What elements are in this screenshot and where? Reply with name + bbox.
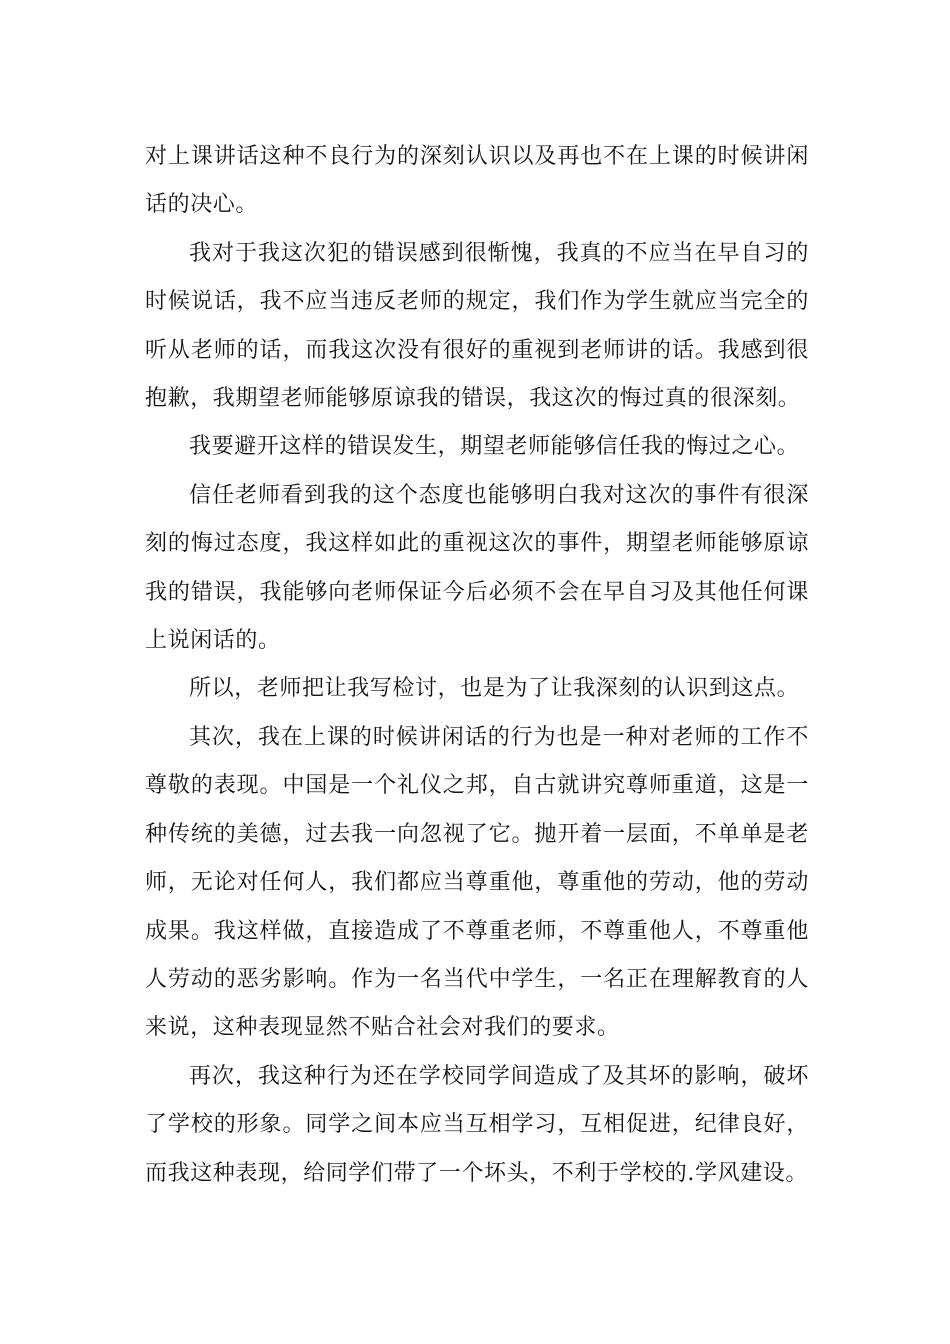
paragraph-7: 再次，我这种行为还在学校同学间造成了及其坏的影响，破坏了学校的形象。同学之间本应当互相学习，互相促进，纪律良好，而我这种表现，给同学们带了一个坏头，不利于学校的.学风建设。 bbox=[145, 1063, 809, 1186]
paragraph-6: 其次，我在上课的时候讲闲话的行为也是一种对老师的工作不尊敬的表现。中国是一个礼仪之邦，自古就讲究尊师重道，这是一种传统的美德，过去我一向忽视了它。抛开着一层面，不单单是老师，无论对任何人，我们都应当尊重他，尊重他的劳动，他的劳动成果。我这样做，直接造成了不尊重老师，不尊重他人，不尊重他人劳动的恶劣影响。作为一名当代中学生，一名正在理解教育的人来说，这种表现显然不贴合社会对我们的要求。 bbox=[145, 724, 809, 1041]
paragraph-2: 我对于我这次犯的错误感到很惭愧，我真的不应当在早自习的时候说话，我不应当违反老师的规定，我们作为学生就应当完全的听从老师的话，而我这次没有很好的重视到老师讲的话。我感到很抱歉，我期望老师能够原谅我的错误，我这次的悔过真的很深刻。 bbox=[145, 240, 809, 412]
paragraph-4: 信任老师看到我的这个态度也能够明白我对这次的事件有很深刻的悔过态度，我这样如此的重视这次的事件，期望老师能够原谅我的错误，我能够向老师保证今后必须不会在早自习及其他任何课上说闲话的。 bbox=[145, 482, 809, 654]
document-body bbox=[145, 133, 809, 1198]
paragraph-1: 对上课讲话这种不良行为的深刻认识以及再也不在上课的时候讲闲话的决心。 bbox=[145, 144, 809, 218]
paragraph-5: 所以，老师把让我写检讨，也是为了让我深刻的认识到这点。 bbox=[189, 676, 800, 702]
paragraph-3: 我要避开这样的错误发生，期望老师能够信任我的悔过之心。 bbox=[189, 434, 800, 460]
